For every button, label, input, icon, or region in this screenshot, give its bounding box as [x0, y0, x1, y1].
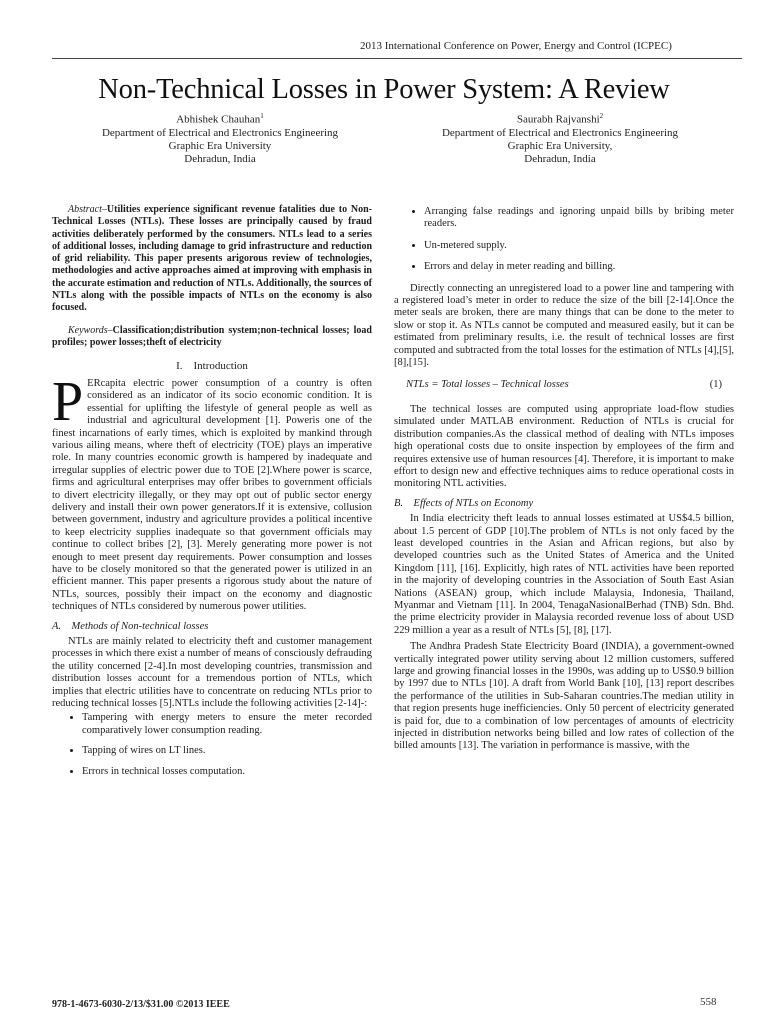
economy-paragraph-1: In India electricity theft leads to annual losses estimated at US$4.5 billion, about 1.5 percent of GDP [10].The problem of NTLs is not only faced by the least developed countries in the Asian and African regions, but also by developed countries such as the United States of America and the United Kingdom [11], [16]. Explicitly, high rates of NTL activities have been reported in the majority of developing countries in the Association of South East Asian Nations (ASEAN) group, which include Malaysia, Indonesia, Thailand, Myanmar and Vietnam [11]. In 2004, TenagaNasionalBerhad (TNB) Sdn. Bhd. the prime electricity provider in Malaysia recorded revenue loss of about USD 229 million a year as a result of NTLs [5], [8], [17]. — [394, 513, 734, 636]
list-item: • Tapping of wires on LT lines. — [82, 745, 372, 757]
conference-header: 2013 International Conference on Power, Energy and Control (ICPEC) — [360, 40, 672, 52]
author-dept-1: Department of Electrical and Electronics Engineering — [101, 126, 339, 139]
list-item: • Errors in technical losses computation. — [82, 766, 372, 778]
right-column — [394, 204, 734, 753]
intro-paragraph: P ERcapita electric power consumption of a country is often considered as an indicator of its socio economic condition. It is essential for uplifting the lifestyle of general people as well as industrial and agricultural development [1]. Poweris one of the finest incarnations of early times, which is exploited by mankind through various ailing means, where theft of electricity (TOE) plays an imperative role. In many countries economic growth is hampered by inadequate and irregular supplies of electric power due to TOE [2].Where power is scarce, firms and agricultural enterprises may offer bribes to government officials to divert electricity illegally, or they may opt out of public sector energy delivery and install their own power generators.If it is extensive, collusion between government, industry and agriculture provides a political incentive to keep electricity supplies inadequate so that government officials may continue to collect bribes [2], [3]. Merely generating more power is not enough to meet present day requirements. Power consumption and losses have to be closely monitored so that the generated power is utilized in an efficient manner. This paper presents a rigorous study about the nature of NTLs, sources, possibly their impact on the economy and diagnostic techniques of NTLs considered by numerous power utilities. — [52, 370, 372, 613]
subsection-heading-a: A. Methods of Non-technical losses — [52, 620, 209, 632]
keywords: Keywords–Classification;distribution system;non-technical losses; load profiles; power losses;theft of electricity — [52, 324, 372, 349]
economy-paragraph-2: The Andhra Pradesh State Electricity Board (INDIA), a government-owned vertically integrated power utility serving about 12 million customers, suffered large and growing financial losses in the 1990s, was adding up to US$0.9 billion by 1997 due to NTLs [10]. A draft from World Bank [10], [13] report describes the performance of the utilities in Sub-Saharan countries.The median utility in that region presents huge inefficiencies. Only 50 percent of electricity generated is paid for, due to a combination of low percentages of amounts of electricity injected in distribution networks being billed and low rates of collection of the billed amounts [13]. The variation in performance is massive, with the — [394, 641, 734, 752]
list-item: • Arranging false readings and ignoring unpaid bills by bribing meter readers. — [424, 206, 734, 231]
author-city-1: Dehradun, India — [184, 152, 256, 165]
paper-title: Non-Technical Losses in Power System: A Review — [98, 74, 670, 105]
equation-1 — [394, 379, 734, 391]
technical-losses-paragraph: The technical losses are computed using appropriate load-flow studies simulated under MATLAB environment. Reduction of NTLs is crucial for distribution companies.As the classical method of dealing with NTLs imposes high operational costs due to onsite inspection by employees of the firm and requires extensive use of human resources [4]. Therefore, it is important to make effort to design new and effective techniques aims to reduce operational costs in monitoring NTL activities. — [394, 403, 734, 490]
equation-number: (1) — [709, 379, 722, 391]
author-dept-2: Department of Electrical and Electronics Engineering — [441, 126, 679, 139]
bullet-list-right — [394, 206, 734, 274]
footer-isbn: 978-1-4673-6030-2/13/$31.00 ©2013 IEEE — [52, 999, 230, 1010]
equation-text: NTLs = Total losses – Technical losses — [406, 379, 569, 391]
author-university-2: Graphic Era University, — [507, 139, 613, 152]
list-item: • Errors and delay in meter reading and billing. — [424, 261, 734, 273]
drop-cap: P — [52, 370, 84, 433]
methods-paragraph: NTLs are mainly related to electricity theft and customer management processes in which there exist a number of means of consciously defrauding the utility concerned [2-4].In most developing countries, transmission and distribution losses account for a tremendous portion of NTLs, which implies that electric utilities have to concentrate on reducing NTLs prior to reducing technical losses [5].NTLs include the following activities [2-14]-: — [52, 636, 372, 710]
subsection-heading-b: B. Effects of NTLs on Economy — [394, 497, 534, 509]
author-name-2: Saurabh Rajvanshi$^2$ — [516, 112, 604, 126]
direct-connection-paragraph: Directly connecting an unregistered load to a power line and tampering with a registered load’s meter in order to reduce the size of the bill [2-14].Once the meter seals are broken, there are many things that can be done to the meter to slow or stop it. As NTLs cannot be computed and measured easily, but it can be estimated from preliminary results, i.e. the result of technical losses are first computed and subtracted from the total losses for the estimation of NTLs [4],[5],[8],[15]. — [394, 282, 734, 369]
header-rule — [52, 58, 742, 59]
author-block-2 — [390, 110, 730, 166]
author-name-1: Abhishek Chauhan$^1$ — [176, 112, 264, 126]
page-number: 558 — [700, 996, 717, 1008]
bullet-list-left — [52, 712, 372, 778]
list-item: • Un-metered supply. — [424, 240, 734, 252]
abstract: Abstract–Utilities experience significant revenue fatalities due to Non-Technical Losses (NTLs). These losses are principally caused by fraud activities deliberately performed by the consumers. NTLs lead to a series of additional losses, including damage to grid infrastructure and reduction of grid reliability. This paper presents arigorous review of technologies, methodologies and active approaches aimed at improving with emphasis in the accurate estimation and reduction of NTLs. Additionally, the sources of NTLs along with the possible impacts of NTLs on the economy is also focused. — [52, 204, 372, 314]
author-university-1: Graphic Era University — [168, 139, 272, 152]
left-column — [52, 204, 372, 786]
author-city-2: Dehradun, India — [524, 152, 596, 165]
section-heading-introduction: I. Introduction — [176, 360, 248, 373]
author-block-1 — [80, 110, 360, 166]
list-item: • Tampering with energy meters to ensure the meter recorded comparatively lower consumption reading. — [82, 712, 372, 737]
